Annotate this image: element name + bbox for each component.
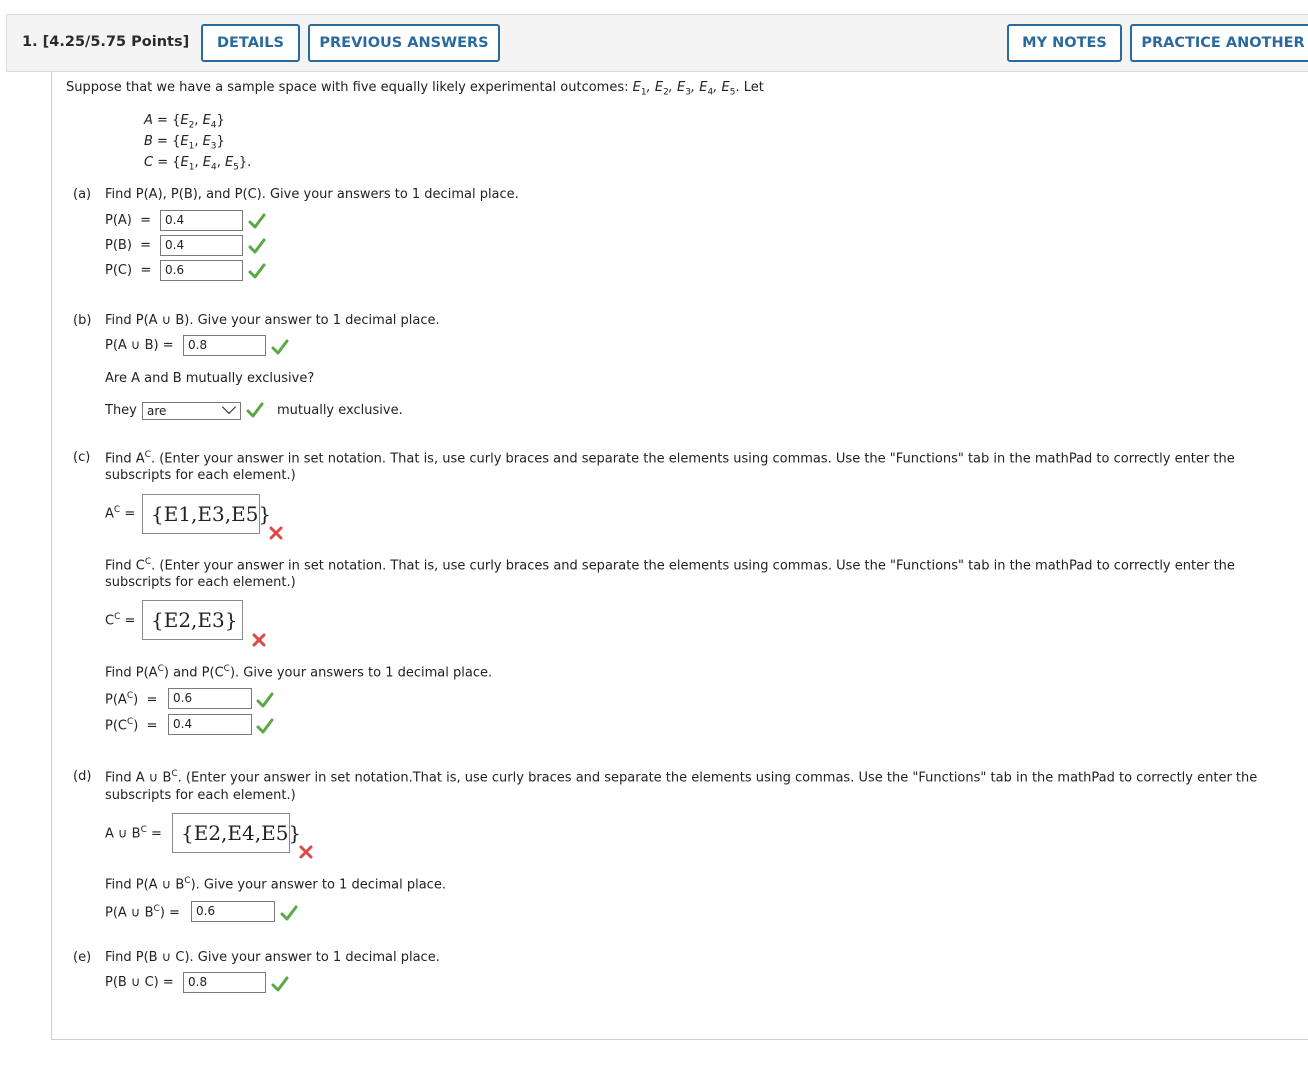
details-button[interactable]: DETAILS xyxy=(201,24,300,62)
cc-math-input[interactable]: {E2,E3} xyxy=(142,600,243,640)
pb-input[interactable]: 0.4 xyxy=(160,235,243,256)
correct-check-icon xyxy=(271,976,289,992)
set-a-definition: $A = \{E_2$, $E_4$} xyxy=(144,113,225,131)
incorrect-x-icon xyxy=(252,633,266,647)
pa-label: P(A) = xyxy=(105,213,152,228)
correct-check-icon xyxy=(248,213,266,229)
question-title: 1. [4.25/5.75 Points] xyxy=(22,34,190,50)
correct-check-icon xyxy=(248,263,266,279)
part-e-label: (e) xyxy=(73,950,92,965)
correct-check-icon xyxy=(256,718,274,734)
set-c-definition: $C = \{E_1$, $E_4$, $E_5$}. xyxy=(144,155,252,173)
part-d-prompt: Find A ∪ $B^C$. (Enter your answer in set notation.That is, use curly braces and separate the elements using commas. Use the "Functions" tab in the mathPad to correctly enter the xyxy=(105,769,1258,786)
they-label: They xyxy=(105,403,137,418)
correct-check-icon xyxy=(256,692,274,708)
ac-math-input[interactable]: {E1,E3,E5} xyxy=(142,494,260,534)
cc-label: $C^C$ = xyxy=(105,612,136,629)
incorrect-x-icon xyxy=(269,526,283,540)
ac-label: $A^C$ = xyxy=(105,505,136,522)
pab-label: P(A ∪ B) = xyxy=(105,338,174,353)
mutually-exclusive-suffix: mutually exclusive. xyxy=(277,403,403,418)
correct-check-icon xyxy=(271,339,289,355)
correct-check-icon xyxy=(246,402,264,418)
chevron-down-icon xyxy=(222,400,236,414)
pb-label: P(B) = xyxy=(105,238,152,253)
pcc-input[interactable]: 0.4 xyxy=(168,714,252,735)
paubc-input[interactable]: 0.6 xyxy=(191,901,275,922)
part-d-instructions-2: subscripts for each element.) xyxy=(105,788,296,803)
set-b-definition: $B = \{E_1$, $E_3$} xyxy=(144,134,225,152)
practice-another-button[interactable]: PRACTICE ANOTHER xyxy=(1130,24,1308,62)
mutually-exclusive-question: Are A and B mutually exclusive? xyxy=(105,371,315,386)
part-c-prob-prompt: Find $P(A^C)$ and $P(C^C)$. Give your answers to 1 decimal place. xyxy=(105,664,493,681)
correct-check-icon xyxy=(280,905,298,921)
part-c-prompt-ac: Find $A^C$. (Enter your answer in set notation. That is, use curly braces and separate the elements using commas. Use the "Functions" tab in the mathPad to correctly enter the xyxy=(105,450,1235,467)
pbuc-label: P(B ∪ C) = xyxy=(105,975,174,990)
intro-text: Suppose that we have a sample space with five equally likely experimental outcomes: $E_1$, $E_2$, $E_3$, $E_4$, $E_5$. Let xyxy=(66,80,764,98)
part-d-label: (d) xyxy=(73,769,92,784)
pac-input[interactable]: 0.6 xyxy=(168,688,252,709)
part-c-instructions-2b: subscripts for each element.) xyxy=(105,575,296,590)
correct-check-icon xyxy=(248,238,266,254)
pa-input[interactable]: 0.4 xyxy=(160,210,243,231)
part-b-label: (b) xyxy=(73,313,92,328)
previous-answers-button[interactable]: PREVIOUS ANSWERS xyxy=(308,24,500,62)
mutually-exclusive-select[interactable]: are xyxy=(142,402,241,420)
part-e-prompt: Find P(B ∪ C). Give your answer to 1 decimal place. xyxy=(105,950,440,965)
pab-input[interactable]: 0.8 xyxy=(183,335,266,356)
pc-input[interactable]: 0.6 xyxy=(160,260,243,281)
my-notes-button[interactable]: MY NOTES xyxy=(1007,24,1122,62)
part-a-label: (a) xyxy=(73,187,92,202)
part-b-prompt: Find P(A ∪ B). Give your answer to 1 decimal place. xyxy=(105,313,440,328)
aubc-math-input[interactable]: {E2,E4,E5} xyxy=(172,813,290,853)
part-a-prompt: Find P(A), P(B), and P(C). Give your answers to 1 decimal place. xyxy=(105,187,519,202)
pc-label: P(C) = xyxy=(105,263,152,278)
part-c-instructions-2: subscripts for each element.) xyxy=(105,468,296,483)
pcc-label: $P(C^C)$ = xyxy=(105,717,158,734)
part-d-prob-prompt: Find P(A ∪ $B^C$). Give your answer to 1 decimal place. xyxy=(105,876,446,893)
incorrect-x-icon xyxy=(299,845,313,859)
paubc-label: P(A ∪ $B^C$) = xyxy=(105,904,180,921)
pbuc-input[interactable]: 0.8 xyxy=(183,972,266,993)
part-c-prompt-cc: Find $C^C$. (Enter your answer in set notation. That is, use curly braces and separate the elements using commas. Use the "Functions" tab in the mathPad to correctly enter the xyxy=(105,557,1235,574)
pac-label: $P(A^C)$ = xyxy=(105,691,158,708)
part-c-label: (c) xyxy=(73,450,91,465)
aubc-label: A ∪ $B^C$ = xyxy=(105,825,162,842)
